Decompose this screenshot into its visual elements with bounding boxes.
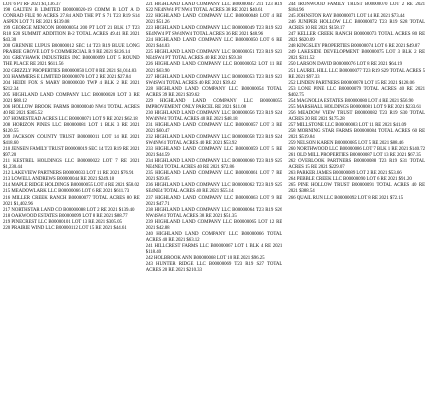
listing-column-left — [3, 2, 140, 400]
listing-entry: 205 HIGHLAND LAND COMPANY LLC B00000020 LOT 3 RE 2021 $88.12 — [3, 92, 140, 104]
listing-entry: 249 LAKESIDE DEVELOPMENT B00000075 LOT 3 BLK 2 RE 2021 $311.52 — [288, 50, 426, 62]
listing-entry: 246 JUNIPER HOLLOW LLC B00000072 T23 R19 S28 TOTAL ACRES 10 RE 2021 $158.17 — [288, 20, 426, 32]
listing-entry: 250 LARSON DAVID B00000076 LOT 8 RE 2021 $64.19 — [288, 62, 402, 68]
listing-entry: 232 HIGHLAND LAND COMPANY LLC B00000058 T23 R19 S24 SW4NW4 TOTAL ACRES 40 RE 2021 $53.92 — [145, 135, 283, 147]
listing-entry: 239 HIGHLAND LAND COMPANY LLC B00000065 LOT 12 RE 2021 $42.88 — [145, 219, 283, 231]
listing-entry: 213 LOWELL ANDREWS B00000044 RE 2021 $249.18 — [3, 177, 115, 183]
listing-entry: 210 JENSEN FAMILY TRUST B00000019 SEC 14 T23 R19 RE 2021 $97.20 — [3, 147, 140, 159]
listing-entry: 204 HEIDI FOX S MARY B00000030 TWP 4 BLK 2 RE 2021 $212.34 — [3, 80, 140, 92]
listing-entry: 238 HIGHLAND LAND COMPANY LLC B00000064 T23 R19 S26 NW4SW4 TOTAL ACRES 38 RE 2021 $51.35 — [145, 207, 283, 219]
listing-entry: 223 HIGHLAND LAND COMPANY LLC B00000049 T23 R19 S22 SE4NW4 PT SW4NW4 TOTAL ACRES 36 RE 2021 $48.96 — [145, 26, 283, 38]
listing-entry: 252 LINDEN PARTNERS B00000078 LOT 15 RE 2021 $128.06 — [288, 80, 415, 86]
listing-entry: 207 HOMESTEAD ACRES LLC B00000071 LOT 9 RE 2021 $62.18 — [3, 116, 138, 122]
listing-entry: 259 NELSON KAREN B00000085 LOT 5 RE 2021 $88.46 — [288, 141, 404, 147]
listing-entry: 200 GRENNIE LUPUS B00000012 SEC 14 T23 R19 BLUE LONG PRAIRIE GROVE LOT 9 COMMERCIAL R 9 RE 2021 $126.14 — [3, 44, 140, 56]
listing-entry: 240 HIGHLAND LAND COMPANY LLC B00000066 TOTAL ACRES 40 RE 2021 $63.12 — [145, 231, 283, 243]
listing-entry: 260 NORTHWOOD LLC B00000086 LOT 7 BLK 1 RE 2021 $140.72 — [288, 147, 425, 153]
listing-entry: 203 HAMMERS E LIMITED B00000070 LOT 2 RE 2021 $27.84 — [3, 74, 131, 80]
listing-entry: 248 KINGSLEY PROPERTIES B00000074 LOT 6 RE 2021 $49.87 — [288, 44, 420, 50]
listing-entry: 243 HUNTER RIDGE LLC B00000069 T23 R19 S27 TOTAL ACRES 20 RE 2021 $210.33 — [145, 262, 283, 274]
listing-entry: 225 HIGHLAND LAND COMPANY LLC B00000051 T23 R19 S23 NE4SW4 PT TOTAL ACRES 40 RE 2021 $59.38 — [145, 50, 283, 62]
listing-entry: 216 MILLER CREEK RANCH B00000077 TOTAL ACRES 80 RE 2021 $1,402.96 — [3, 195, 140, 207]
listing-column-middle — [146, 2, 283, 400]
listing-entry: 263 PARKER JAMES B00000089 LOT 2 RE 2021 $53.66 — [288, 171, 402, 177]
listing-entry: 253 LONE PINE LLC B00000079 TOTAL ACRES 40 RE 2021 $402.75 — [288, 86, 426, 98]
listing-entry: 209 JACKSON COUNTY TRUST B00000011 LOT 14 RE 2021 $418.60 — [3, 135, 140, 147]
listing-entry: 215 MEADOWLARK LLC B00000066 LOT 6 RE 2021 $611.73 — [3, 189, 130, 195]
listing-entry: 255 MARSHALL HOLDINGS B00000081 LOT 9 RE 2021 $233.61 — [288, 104, 422, 110]
listing-entry: 198 GALTEN B LIMITED B00000020-19 COMM B LOT A D CONRAD FILE 90 ACRES 27.84 AND THE PT S 71 T23 R19 S14 ASPEN LOT 71 RE 2021 $139.08 — [3, 8, 140, 26]
listing-entry: 237 HIGHLAND LAND COMPANY LLC B00000063 LOT 9 RE 2021 $47.71 — [145, 195, 283, 207]
listing-entry: 258 MORNING STAR FARMS B00000084 TOTAL ACRES 60 RE 2021 $519.84 — [288, 128, 426, 141]
listing-entry: 222 HIGHLAND LAND COMPANY LLC B00000048 LOT 4 RE 2021 $51.26 — [145, 14, 283, 26]
listing-entry: 261 OLD MILL PROPERTIES B00000087 LOT 13 RE 2021 $67.35 — [288, 153, 421, 159]
listing-entry: 218 OAKWOOD ESTATES B00000099 LOT 8 RE 2021 $88.77 — [3, 213, 128, 219]
listing-entry: 214 MAPLE RIDGE HOLDINGS B00000055 LOT 4 RE 2021 $58.02 — [3, 183, 140, 189]
listing-entry: 233 HIGHLAND LAND COMPANY LLC B00000059 LOT 5 RE 2021 $44.59 — [145, 147, 283, 159]
listing-entry: 256 MEADOW VIEW TRUST B00000082 T23 R19 S30 TOTAL ACRES 20 RE 2021 $175.28 — [288, 110, 426, 122]
listing-entry: 211 KESTREL HOLDINGS LLC B00000022 LOT 7 RE 2021 $1,230.44 — [3, 159, 140, 171]
listing-entry: 242 HOLBROOK ANN B00000068 LOT 10 RE 2021 $96.25 — [145, 255, 265, 261]
listing-entry: 266 QUAIL RUN LLC B00000092 LOT 8 RE 2021 $72.15 — [288, 195, 404, 201]
listing-entry: 208 HORIZON PINES LLC B00000081 LOT 1 BLK 3 RE 2021 $120.55 — [3, 122, 140, 134]
listing-entry: 229 HIGHLAND LAND COMPANY LLC B00000055 IMPROVEMENT ONLY PARCEL RE 2021 $11.08 — [145, 98, 283, 110]
listing-entry: 219 PINECREST LLC B00000101 LOT 13 RE 2021 $305.05 — [3, 219, 122, 225]
listing-entry: 201 GREYHAWK INDUSTRIES INC B00000099 LOT 5 ROUND THE PLACE RE 2021 $611.56 — [3, 56, 140, 68]
listing-entry: 262 OVERLOOK PARTNERS B00000088 T23 R19 S31 TOTAL ACRES 15 RE 2021 $229.07 — [288, 159, 426, 171]
listing-entry: 244 IRONWOOD FAMILY TRUST B00000070 LOT 2 RE 2021 $184.96 — [288, 2, 426, 14]
listing-entry: 234 HIGHLAND LAND COMPANY LLC B00000060 T23 R19 S25 NE4NE4 TOTAL ACRES 40 RE 2021 $72.86 — [145, 159, 283, 171]
listing-entry: 254 MAGNOLIA ESTATES B00000080 LOT 4 RE 2021 $56.90 — [288, 98, 414, 104]
listing-entry: 265 PINE HOLLOW TRUST B00000091 TOTAL ACRES 40 RE 2021 $388.54 — [288, 183, 426, 195]
listing-entry: 247 KELLER CREEK RANCH B00000073 TOTAL ACRES 80 RE 2021 $620.09 — [288, 32, 426, 44]
listing-entry: 230 HIGHLAND LAND COMPANY LLC B00000056 T23 R19 S24 NW4NW4 TOTAL ACRES 40 RE 2021 $48.18 — [145, 110, 283, 122]
listing-entry: 264 PEBBLE CREEK LLC B00000090 LOT 6 RE 2021 $91.20 — [288, 177, 412, 183]
listing-entry: 220 PRAIRIE WIND LLC B00000112 LOT 15 RE 2021 $44.61 — [3, 225, 127, 231]
listing-entry: 257 MILLSTONE LLC B00000083 LOT 11 RE 2021 $41.09 — [288, 122, 407, 128]
listing-entry: 212 LAKEVIEW PARTNERS B00000033 LOT 11 RE 2021 $76.91 — [3, 171, 134, 177]
listing-entry: 202 GRIZZLY PROPERTIES B00000050 LOT 8 RE 2021 $1,014.83 — [3, 68, 137, 74]
listing-entry: 224 HIGHLAND LAND COMPANY LLC B00000050 LOT 6 RE 2021 $44.03 — [145, 38, 283, 50]
listing-entry: 235 HIGHLAND LAND COMPANY LLC B00000061 LOT 7 RE 2021 $39.05 — [145, 171, 283, 183]
listing-entry: 206 HOLLOW BROOK FARMS B00000040 NW4 TOTAL ACRES 40 RE 2021 $305.52 — [3, 104, 140, 116]
listing-entry: 228 HIGHLAND LAND COMPANY LLC B00000054 TOTAL ACRES 39 RE 2021 $39.62 — [145, 86, 283, 98]
listing-entry: 227 HIGHLAND LAND COMPANY LLC B00000053 T23 R19 S23 SW4SW4 TOTAL ACRES 40 RE 2021 $39.42 — [145, 74, 283, 86]
listing-column-right — [288, 2, 425, 400]
listing-entry: 241 HILLCREST FARMS LLC B00000067 LOT 1 BLK 4 RE 2021 $118.40 — [145, 243, 283, 255]
listing-entry: 226 HIGHLAND LAND COMPANY LLC B00000052 LOT 11 RE 2021 $63.90 — [145, 62, 283, 74]
listing-entry: 231 HIGHLAND LAND COMPANY LLC B00000057 LOT 3 RE 2021 $60.47 — [145, 122, 283, 134]
listing-entry: 236 HIGHLAND LAND COMPANY LLC B00000062 T23 R19 S25 SE4NE4 TOTAL ACRES 40 RE 2021 $55.14 — [145, 183, 283, 195]
listing-entry: 217 NORTHSTAR LAND CO B00000088 LOT 2 RE 2021 $139.40 — [3, 207, 135, 213]
listing-entry: 199 GEORGE MENCON B00000054 200 PT LOT 21 BLK 17 T23 R18 S20 SUMMIT ADDITION B-2 TOTAL ACRES 49.41 RE 2021 $43.30 — [3, 26, 140, 44]
listing-entry: 245 JOHNSTON RAY B00000071 LOT 14 RE 2021 $73.44 — [288, 14, 405, 20]
listing-entry: 251 LAUREL HILL LLC B00000077 T23 R19 S29 TOTAL ACRES 5 RE 2021 $97.33 — [288, 68, 426, 80]
listing-entry: LOT 6 PT RF 2021 $1,136.37 — [3, 2, 61, 7]
listing-entry: 221 HIGHLAND LAND COMPANY LLC B00000047 211 T23 R19 S22 NE4NW4 PT NW4 TOTAL ACRES 38 RE 2021 $40.61 — [145, 2, 283, 14]
